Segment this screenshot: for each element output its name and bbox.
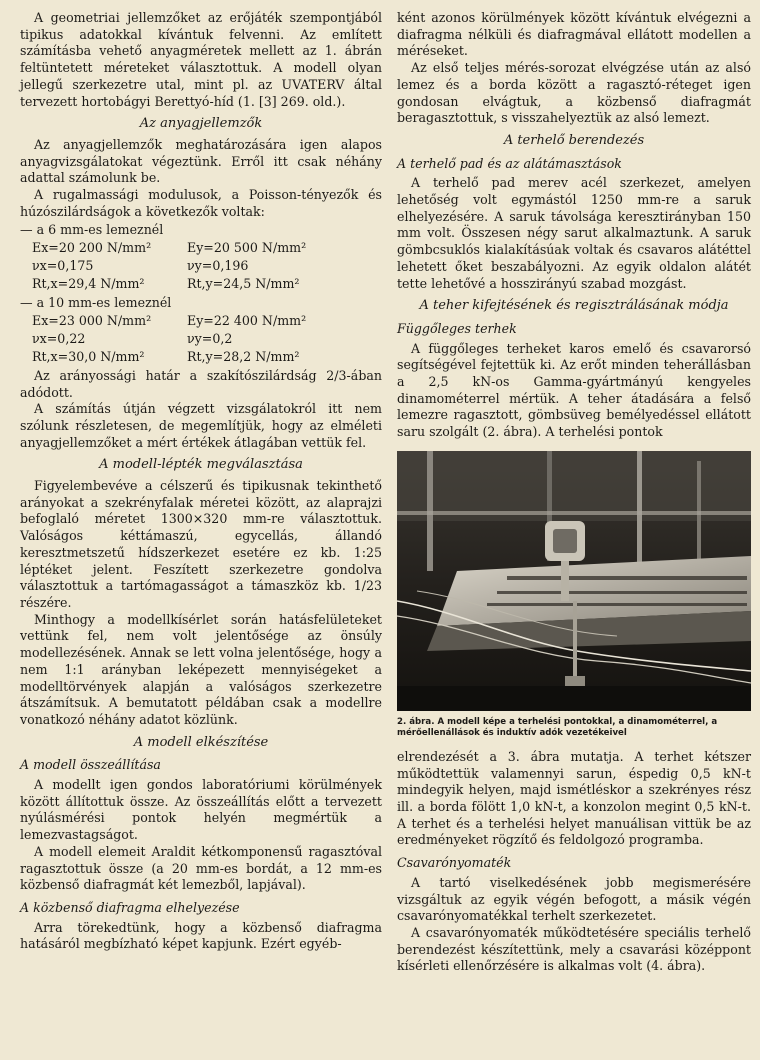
paragraph-elrendezes: elrendezését a 3. ábra mutatja. A terhet kétszer működtettük valamennyi sarun, éspedig 0,5 kN-t mindegyik helyen, majd ismétléskor a szekrényes rész ill. a borda fölött 1,0 kN-t, a konzolon megint 0,5 kN-t. A terhet és a terhelési helyet manuálisan vittük be az eredményeket rögzítő és feldolgozó programba. xyxy=(397,748,751,848)
property-value: Ey=22 400 N/mm² xyxy=(187,312,307,328)
paragraph-osszeallitas-2: A modell elemeit Araldit kétkomponensű ragasztóval ragasztottuk össze (a 20 mm-es bordát, a 12 mm-es közbenső diafragmát két lemezből, lapjával). xyxy=(20,843,382,893)
property-value: Rt,y=24,5 N/mm² xyxy=(187,276,300,292)
intro-paragraph: A geometriai jellemzőket az erőjáték szempontjából tipikus adatokkal kívántuk felvenni. Az említett számításba vehető anyagméretek mellett az 1. ábrán feltüntetett méreteket választottuk. A modell olyan jellegű szerkezetre utal, mint pl. az UVATERV által tervezett hortobágyi Berettyó-híd (1. [3] 269. old.). xyxy=(20,10,382,109)
paragraph-elso-meres: Az első teljes mérés-sorozat elvégzése után az alsó lemez és a borda között a ragasztó-réteget igen gondosan elvágtuk, a közbenső diafragmát beragasztottuk, s visszahelyeztük az alsó lemezt. xyxy=(397,60,751,126)
property-value: νx=0,22 xyxy=(32,330,86,346)
property-value: Ey=20 500 N/mm² xyxy=(187,240,307,256)
paragraph-anyag-1: Az anyagjellemzők meghatározására igen alapos anyagvizsgálatokat végeztünk. Erről itt csak néhány adattal számolunk be. xyxy=(20,136,382,186)
paragraph-anyag-2: A rugalmassági modulusok, a Poisson-tényezők és húzószilárdságok a következők voltak: xyxy=(20,187,382,219)
paragraph-aranyossagi: Az arányossági határ a szakítószilárdság 2/3-ában adódott. xyxy=(20,367,382,400)
heading-anyagjellemzok: Az anyagjellemzők xyxy=(139,116,263,132)
property-row xyxy=(20,312,382,330)
subheading-fuggoleges: Függőleges terhek xyxy=(397,320,517,336)
subheading-csavaronyomatek: Csavarónyomaték xyxy=(397,855,512,871)
right-column xyxy=(397,10,751,975)
heading-modell-lepték: A modell-lépték megválasztása xyxy=(99,457,303,473)
model-photo-illustration xyxy=(397,451,751,711)
property-value: Rt,x=29,4 N/mm² xyxy=(32,276,145,292)
heading-terhelo-berendezes: A terhelő berendezés xyxy=(503,132,645,148)
property-row xyxy=(20,348,382,366)
properties-10mm xyxy=(20,295,382,366)
property-value: Ex=20 200 N/mm² xyxy=(32,240,152,256)
paragraph-terhelo-pad: A terhelő pad merev acél szerkezet, amelyen lehetőség volt egymástól 1250 mm-re a saruk elhelyezésére. A saruk távolsága keresztirányban 150 mm volt. Összesen négy sarut alkalmaztunk. A saruk gömbcsuklós kialakításúak voltak és csavaros alátéttel lehetett őket beszabályozni. Az egyik oldalon alátét tette lehetővé a hosszirányú szabad mozgást. xyxy=(397,175,751,291)
paragraph-fuggoleges: A függőleges terheket karos emelő és csavarorsó segítségével fejtettük ki. Az erőt minden teherállásban a 2,5 kN-os Gamma-gyártmányú kengyeles dinamométerrel mértük. A teher átadására a felső lemezre ragasztott, gömbsüveg bemélyedéssel ellátott saru szolgált (2. ábra). A terhelési pontok xyxy=(397,340,751,440)
subheading-osszeallitas: A modell összeállítása xyxy=(20,757,161,773)
property-value: νx=0,175 xyxy=(32,258,94,274)
paragraph-szamitas: A számítás útján végzett vizsgálatokról itt nem szólunk részletesen, de megemlítjük, hogy az elméleti anyagjellemzőket a mért értékek átlagában vettük fel. xyxy=(20,401,382,450)
properties-6mm xyxy=(20,222,382,293)
paragraph-csavaro-2: A csavarónyomaték működtetésére speciális terhelő berendezést készítettünk, mely a csavarási középpont kísérleti ellenőrzésére is alkalmas volt (4. ábra). xyxy=(397,924,751,974)
paragraph-diafragma: Arra törekedtünk, hogy a közbenső diafragma hatásáról megbízható képet kapjunk. Ezért egyéb- xyxy=(20,919,382,952)
subheading-terhelo-pad: A terhelő pad és az alátámasztások xyxy=(397,155,622,171)
property-value: Ex=23 000 N/mm² xyxy=(32,312,152,328)
paragraph-csavaro-1: A tartó viselkedésének jobb megismerésére vizsgáltuk az egyik végén befogott, a másik végén csavarónyomatékkal terhelt szerkezetet. xyxy=(397,874,751,924)
property-value: νy=0,2 xyxy=(187,330,233,346)
heading-elkeszites: A modell elkészítése xyxy=(133,734,269,750)
properties-6mm-label: — a 6 mm-es lemeznél xyxy=(20,222,164,238)
property-row xyxy=(20,239,382,257)
paragraph-modell-2: Minthogy a modellkísérlet során hatásfelületeket vettünk fel, nem volt jelentősége az önsúly modellezésének. Annak se lett volna jelentősége, hogy a nem 1:1 arányban leképezett mennyiségeket a modelltörvények alapján a valóságos szerkezetre átszámítsuk. A bemutatott példában csak a modellre vonatkozó néhány adatot közlünk. xyxy=(20,611,382,727)
heading-teher-kifejtese: A teher kifejtésének és regisztrálásának módja xyxy=(419,298,729,314)
property-row xyxy=(20,275,382,293)
figure-2-photo xyxy=(397,451,751,711)
figure-2-caption: 2. ábra. A modell képe a terhelési pontokkal, a dinamométerrel, a mérőellenállások és induktív adók vezetékeivel xyxy=(397,716,718,738)
paragraph-continuation: ként azonos körülmények között kívántuk elvégezni a diafragma nélküli és diafragmával ellátott modellen a méréseket. xyxy=(397,10,751,59)
property-row xyxy=(20,330,382,348)
property-value: Rt,x=30,0 N/mm² xyxy=(32,348,145,364)
property-value: Rt,y=28,2 N/mm² xyxy=(187,348,300,364)
left-column xyxy=(20,10,382,953)
paragraph-modell-1: Figyelembevéve a célszerű és tipikusnak tekinthető arányokat a szekrényfalak méretei között, az alaprajzi befoglaló méretet 1300×320 mm-re választottuk. Valóságos kéttámaszú, egycellás, állandó keresztmetszetű hídszerkezet esetére ez kb. 1:25 léptéket jelent. Feszített szerkezetre gondolva választottuk a tartómagasságot a támaszköz kb. 1/23 részére. xyxy=(20,478,382,610)
property-value: νy=0,196 xyxy=(187,258,249,274)
subheading-diafragma: A közbenső diafragma elhelyezése xyxy=(20,899,240,915)
properties-10mm-label: — a 10 mm-es lemeznél xyxy=(20,295,172,311)
paragraph-osszeallitas-1: A modellt igen gondos laboratóriumi körülmények között állítottuk össze. Az összeállítás előtt a tervezett nyúlásmérési pontok helyén megmértük a lemezvastagságot. xyxy=(20,777,382,843)
property-row xyxy=(20,257,382,275)
